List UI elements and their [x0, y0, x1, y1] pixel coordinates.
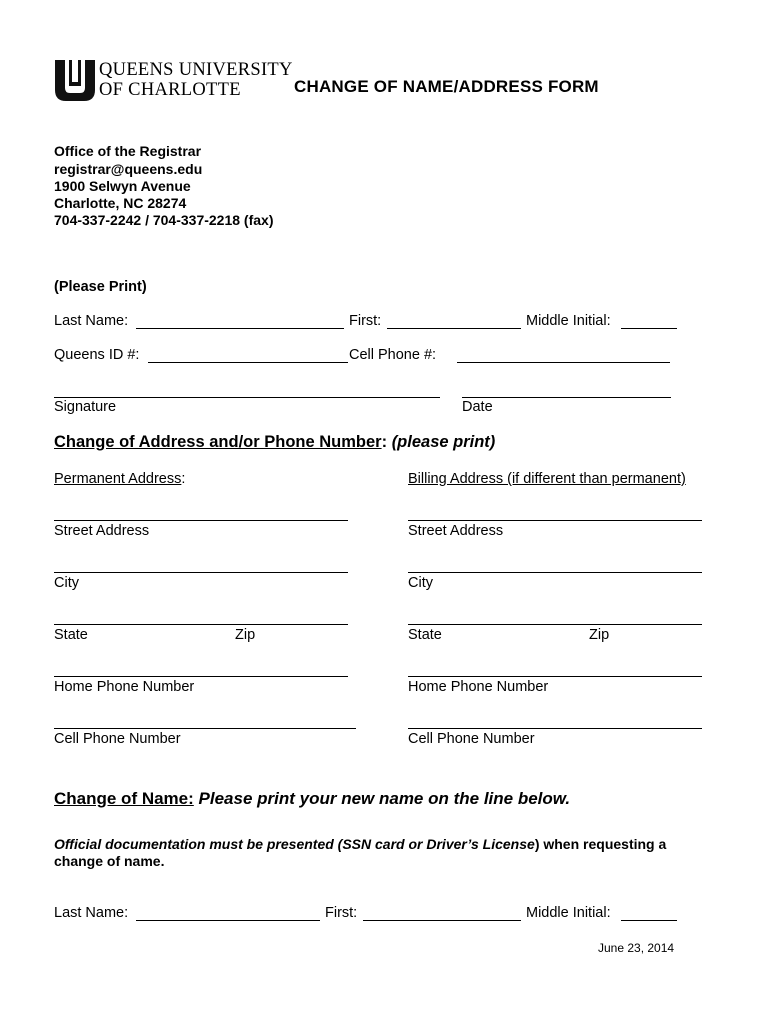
middle-initial-label: Middle Initial: — [526, 313, 611, 329]
new-last-name-label: Last Name: — [54, 905, 129, 921]
please-print-label: (Please Print) — [54, 279, 147, 295]
signature-label: Signature — [54, 399, 117, 415]
permanent-home-phone-field[interactable] — [54, 676, 348, 677]
cell-phone-field[interactable] — [457, 362, 670, 363]
queens-id-field[interactable] — [148, 362, 348, 363]
last-name-field[interactable] — [136, 328, 344, 329]
address-heading-text: Change of Address and/or Phone Number — [54, 433, 382, 451]
address-section-heading — [54, 433, 495, 452]
name-heading-text: Change of Name: — [54, 789, 194, 808]
billing-street-field[interactable] — [408, 520, 702, 521]
cell-phone-label: Cell Phone #: — [349, 347, 437, 363]
office-email: registrar@queens.edu — [54, 161, 203, 177]
name-heading-instruction: Please print your new name on the line below. — [198, 789, 571, 808]
address-heading-note: (please print) — [391, 433, 496, 451]
office-name: Office of the Registrar — [54, 143, 202, 159]
address-heading-colon: : — [381, 433, 388, 451]
permanent-street-field[interactable] — [54, 520, 348, 521]
billing-home-phone-label: Home Phone Number — [408, 679, 549, 695]
billing-zip-label: Zip — [589, 627, 610, 643]
billing-cell-phone-field[interactable] — [408, 728, 702, 729]
billing-city-label: City — [408, 575, 433, 591]
date-field[interactable] — [462, 397, 671, 398]
billing-city-field[interactable] — [408, 572, 702, 573]
form-title: CHANGE OF NAME/ADDRESS FORM — [294, 77, 599, 96]
date-label: Date — [462, 399, 493, 415]
permanent-address-text: Permanent Address — [54, 471, 182, 487]
permanent-street-label: Street Address — [54, 523, 150, 539]
footer-date: June 23, 2014 — [598, 941, 675, 955]
middle-initial-field[interactable] — [621, 328, 677, 329]
new-first-name-field[interactable] — [363, 920, 521, 921]
billing-state-zip-field[interactable] — [408, 624, 702, 625]
logo-text-line2: OF CHARLOTTE — [99, 80, 241, 100]
signature-field[interactable] — [54, 397, 440, 398]
office-street: 1900 Selwyn Avenue — [54, 178, 191, 194]
last-name-label: Last Name: — [54, 313, 129, 329]
logo-text-line1: QUEENS UNIVERSITY — [99, 60, 293, 80]
first-name-label: First: — [349, 313, 382, 329]
billing-street-label: Street Address — [408, 523, 504, 539]
new-first-name-label: First: — [325, 905, 358, 921]
new-middle-initial-field[interactable] — [621, 920, 677, 921]
permanent-cell-phone-label: Cell Phone Number — [54, 731, 181, 747]
permanent-city-label: City — [54, 575, 79, 591]
permanent-state-label: State — [54, 627, 88, 643]
official-note-italic: Official documentation must be presented (SSN card or Driver’s License — [54, 836, 535, 852]
permanent-home-phone-label: Home Phone Number — [54, 679, 195, 695]
billing-state-label: State — [408, 627, 442, 643]
official-note-line2: change of name. — [54, 853, 165, 869]
first-name-field[interactable] — [387, 328, 521, 329]
queens-logo-icon — [55, 60, 95, 101]
billing-address-label: Billing Address (if different than permanent) — [408, 471, 686, 487]
permanent-zip-label: Zip — [235, 627, 256, 643]
new-last-name-field[interactable] — [136, 920, 320, 921]
permanent-address-colon: : — [181, 471, 186, 487]
billing-cell-phone-label: Cell Phone Number — [408, 731, 535, 747]
name-section-heading — [54, 789, 570, 809]
official-documentation-note — [54, 836, 666, 853]
permanent-address-label — [54, 471, 185, 488]
office-city: Charlotte, NC 28274 — [54, 195, 187, 211]
new-middle-initial-label: Middle Initial: — [526, 905, 611, 921]
billing-home-phone-field[interactable] — [408, 676, 702, 677]
permanent-city-field[interactable] — [54, 572, 348, 573]
official-note-rest: ) when requesting a — [534, 836, 667, 852]
permanent-cell-phone-field[interactable] — [54, 728, 356, 729]
permanent-state-zip-field[interactable] — [54, 624, 348, 625]
office-phones: 704-337-2242 / 704-337-2218 (fax) — [54, 212, 274, 228]
queens-id-label: Queens ID #: — [54, 347, 140, 363]
